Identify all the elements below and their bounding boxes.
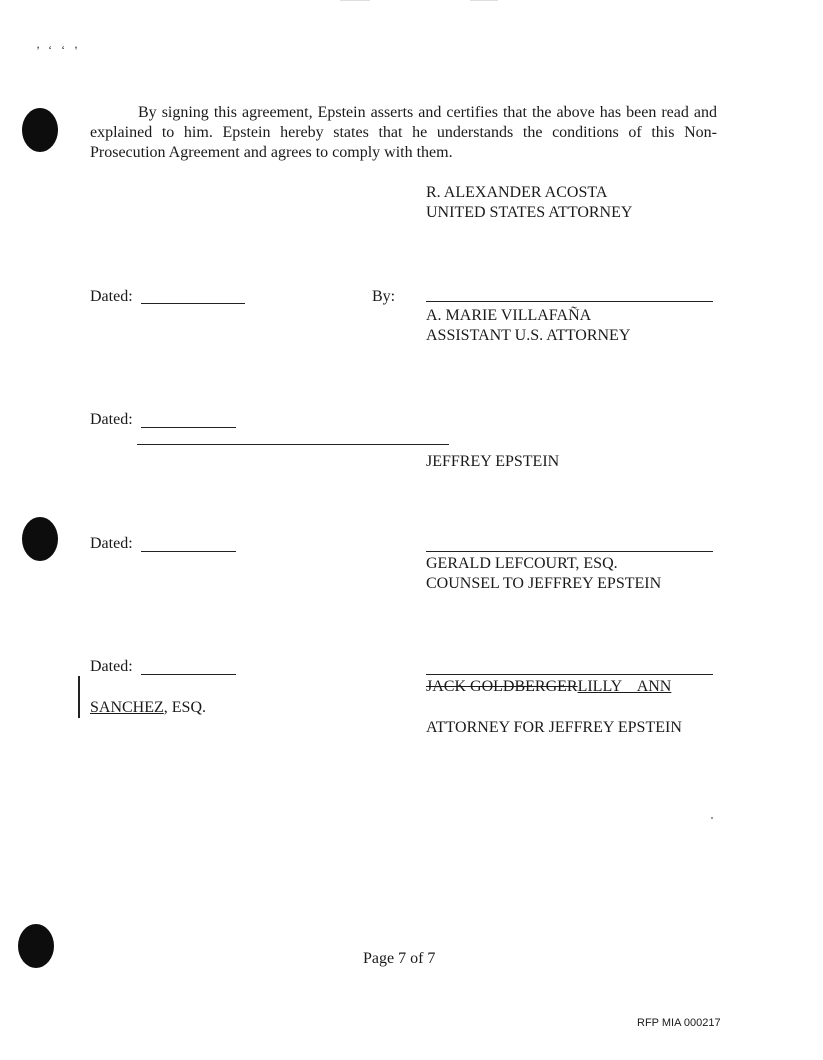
dated-label-epstein: Dated: xyxy=(90,411,133,428)
revision-bar xyxy=(78,676,80,718)
dated-label-ausa: Dated: xyxy=(90,288,133,305)
struck-attorney-name: JACK GOLDBERGER xyxy=(426,678,578,695)
lefcourt-title: COUNSEL TO JEFFREY EPSTEIN xyxy=(426,575,662,592)
inserted-attorney-name: LILLY ANN xyxy=(577,678,672,695)
us-attorney-name: R. ALEXANDER ACOSTA xyxy=(426,184,608,201)
signature-line-lefcourt xyxy=(426,551,713,552)
bates-number: RFP MIA 000217 xyxy=(637,1017,721,1029)
punch-hole-top xyxy=(22,108,58,152)
agreement-paragraph xyxy=(90,103,717,163)
header-marks: ’ ‘ ʻ ‛ xyxy=(36,43,82,57)
date-line-epstein xyxy=(141,427,236,428)
epstein-name: JEFFREY EPSTEIN xyxy=(426,453,560,470)
attorney-suffix: , ESQ. xyxy=(163,699,207,716)
punch-hole-middle xyxy=(22,517,58,561)
inserted-attorney-surname: SANCHEZ xyxy=(90,699,164,716)
attorney-title: ATTORNEY FOR JEFFREY EPSTEIN xyxy=(426,719,682,736)
punch-hole-bottom xyxy=(18,924,54,968)
signature-line-attorney xyxy=(426,674,713,675)
by-label: By: xyxy=(372,288,396,305)
dated-label-lefcourt: Dated: xyxy=(90,535,133,552)
page-number: Page 7 of 7 xyxy=(363,950,436,967)
ausa-name: A. MARIE VILLAFAÑA xyxy=(426,307,592,324)
scan-artifact-line xyxy=(340,0,370,1)
date-line-ausa xyxy=(141,303,245,304)
signature-line-ausa xyxy=(426,301,713,302)
attorney-name-line xyxy=(426,677,671,697)
date-line-attorney xyxy=(141,674,236,675)
date-line-lefcourt xyxy=(141,551,236,552)
dated-label-attorney: Dated: xyxy=(90,658,133,675)
ausa-title: ASSISTANT U.S. ATTORNEY xyxy=(426,327,631,344)
signature-line-epstein xyxy=(137,444,449,445)
scan-speck xyxy=(711,817,713,819)
agreement-text: By signing this agreement, Epstein asserts and certifies that the above has been read and explained to him. Epstein hereby states that he understands the conditions of this Non-Prosecution Agreement and agrees to comply with them. xyxy=(90,104,717,161)
attorney-name-continued xyxy=(90,698,206,718)
us-attorney-title: UNITED STATES ATTORNEY xyxy=(426,204,633,221)
lefcourt-name: GERALD LEFCOURT, ESQ. xyxy=(426,555,618,572)
scan-artifact-line xyxy=(470,0,498,1)
